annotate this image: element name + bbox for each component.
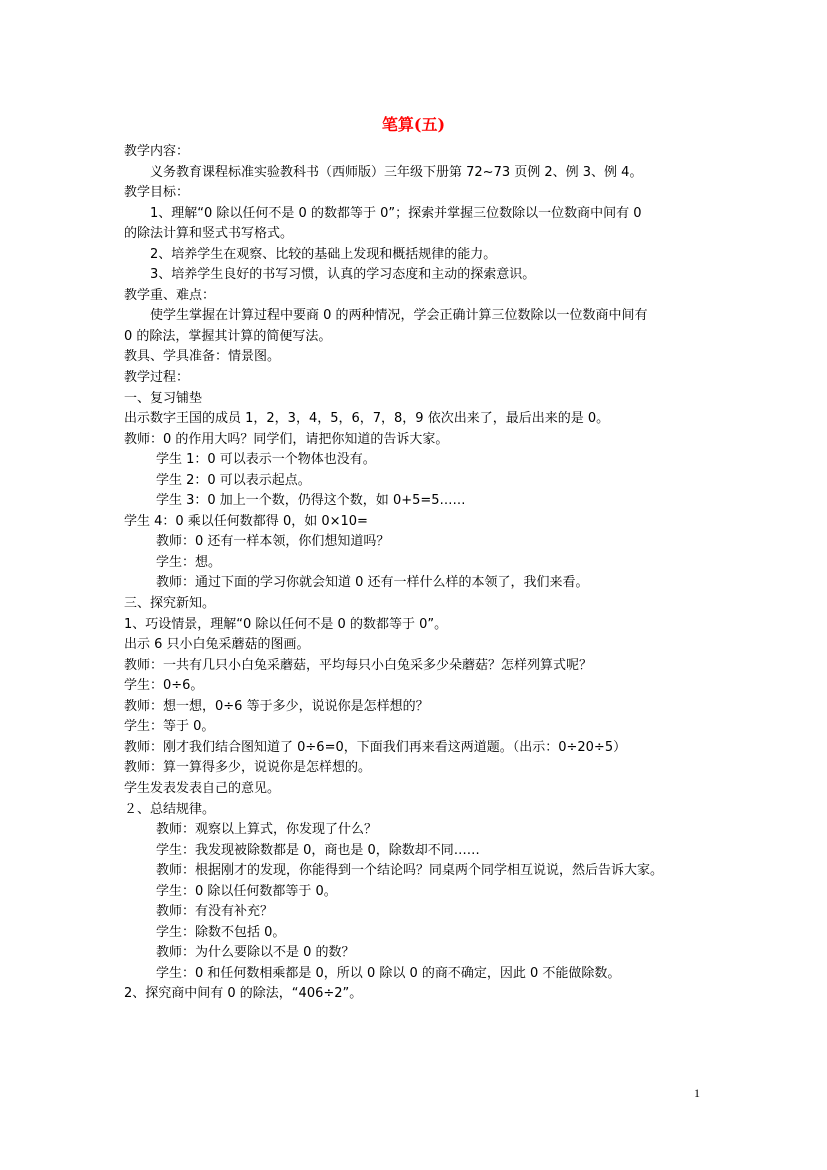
- text-line: 义务教育课程标准实验教科书（西师版）三年级下册第 72~73 页例 2、例 3、例 4。: [150, 164, 643, 180]
- text-line: 1、理解“0 除以任何不是 0 的数都等于 0”；探索并掌握三位数除以一位数商中间有 0: [150, 205, 642, 221]
- text-line: 一、复习铺垫: [124, 390, 203, 406]
- text-line: 3、培养学生良好的书写习惯，认真的学习态度和主动的探索意识。: [150, 267, 536, 283]
- text-line: 教师：为什么要除以不是 0 的数？: [156, 945, 355, 961]
- text-line: 学生：0 除以任何数都等于 0。: [156, 883, 337, 899]
- text-line: 使学生掌握在计算过程中要商 0 的两种情况，学会正确计算三位数除以一位数商中间有: [150, 308, 648, 324]
- text-line: 出示 6 只小白兔采蘑菇的图画。: [124, 637, 310, 653]
- text-line: 教师：观察以上算式，你发现了什么？: [156, 822, 378, 838]
- page-number: 1: [694, 1086, 700, 1100]
- text-line: 三、探究新知。: [124, 596, 216, 612]
- text-line: 教学内容：: [124, 144, 190, 159]
- text-line: ２、总结规律。: [124, 801, 216, 817]
- text-line: 学生：想。: [156, 554, 222, 570]
- text-line: 教师：刚才我们结合图知道了 0÷6=0，下面我们再来看这两道题。（出示：0÷20÷5）: [124, 739, 627, 755]
- text-line: 学生：0÷6。: [124, 678, 204, 694]
- text-line: 出示数字王国的成员 1，2，3，4，5，6，7，8，9 依次出来了，最后出来的是 0。: [124, 411, 610, 427]
- text-line: 学生 3：0 加上一个数，仍得这个数，如 0+5=5……: [156, 493, 466, 509]
- text-line: 教师：0 的作用大吗？同学们，请把你知道的告诉大家。: [124, 431, 449, 447]
- text-line: 教学目标：: [124, 185, 190, 201]
- text-line: 学生：0 和任何数相乘都是 0，所以 0 除以 0 的商不确定，因此 0 不能做除数。: [156, 965, 621, 981]
- text-line: 学生：等于 0。: [124, 719, 215, 735]
- text-line: 教学过程：: [124, 370, 190, 386]
- text-line: 教师：想一想，0÷6 等于多少，说说你是怎样想的？: [124, 698, 429, 714]
- text-line: 2、探究商中间有 0 的除法，“406÷2”。: [124, 986, 363, 1002]
- text-line: 学生：除数不包括 0。: [156, 924, 286, 940]
- text-line: 0 的除法，掌握其计算的简便写法。: [124, 328, 332, 344]
- text-line: 学生发表发表自己的意见。: [124, 780, 281, 796]
- document-title: 笔算(五): [381, 115, 446, 134]
- text-line: 的除法计算和竖式书写格式。: [124, 226, 294, 242]
- text-line: 学生 4：0 乘以任何数都得 0，如 0×10=: [124, 513, 368, 529]
- text-line: 教具、学具准备：情景图。: [124, 349, 281, 365]
- text-line: 教师：通过下面的学习你就会知道 0 还有一样什么样的本领了，我们来看。: [156, 575, 589, 591]
- text-line: 2、培养学生在观察、比较的基础上发现和概括规律的能力。: [150, 246, 497, 262]
- text-line: 学生 2：0 可以表示起点。: [156, 472, 311, 488]
- text-line: 教师：算一算得多少，说说你是怎样想的。: [124, 760, 372, 776]
- text-line: 教师：有没有补充？: [156, 904, 274, 920]
- text-line: 教师：一共有几只小白兔采蘑菇，平均每只小白兔采多少朵蘑菇？怎样列算式呢？: [124, 657, 593, 673]
- text-line: 1、巧设情景，理解“0 除以任何不是 0 的数都等于 0”。: [124, 616, 448, 632]
- text-line: 教师：0 还有一样本领，你们想知道吗？: [156, 534, 390, 550]
- text-line: 教学重、难点：: [124, 287, 216, 303]
- text-line: 学生 1：0 可以表示一个物体也没有。: [156, 452, 376, 468]
- text-line: 教师：根据刚才的发现，你能得到一个结论吗？同桌两个同学相互说说，然后告诉大家。: [156, 863, 664, 879]
- document-body: [124, 142, 714, 1005]
- text-line: 学生：我发现被除数都是 0，商也是 0，除数却不同……: [156, 842, 480, 858]
